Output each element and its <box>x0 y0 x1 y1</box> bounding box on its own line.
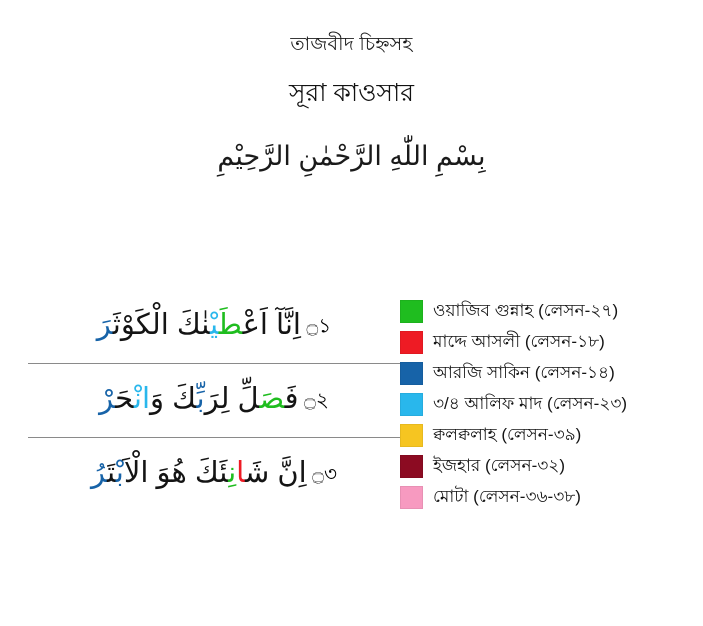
legend-label: আরজি সাকিন (লেসন-১৪) <box>433 362 615 382</box>
legend-label: ৩/৪ আলিফ মাদ (লেসন-২৩) <box>433 393 628 413</box>
verse-number: ۝১ <box>300 315 332 338</box>
verse-segment: رَ <box>204 383 221 416</box>
legend-color-swatch <box>400 362 423 385</box>
verse-segment: بِّ <box>196 383 205 416</box>
verse-segment: فَ <box>284 383 299 416</box>
legend-label: ইজহার (লেসন-৩২) <box>433 455 566 475</box>
verse-segment: هُ <box>171 457 195 490</box>
verse-segment: نٰكَ <box>176 309 211 341</box>
verse-segment: شَ <box>244 457 278 490</box>
legend-label: ওয়াজিব গুন্নাহ (লেসন-২৭) <box>433 300 619 320</box>
verse-segment: كَوْ <box>120 309 152 341</box>
legend-color-swatch <box>400 331 423 354</box>
legend-item <box>400 389 700 420</box>
verse-list <box>0 290 400 511</box>
verse-segment: اِنَّ <box>277 457 307 490</box>
document-subtitle: তাজবীদ চিহ্নসহ <box>290 34 413 55</box>
verse-segment: الْ <box>123 457 157 490</box>
legend-color-swatch <box>400 486 423 509</box>
tajweed-legend <box>400 290 700 513</box>
legend-item <box>400 296 700 327</box>
verse-segment: لِ <box>220 383 238 416</box>
legend-item <box>400 482 700 513</box>
legend-item <box>400 451 700 482</box>
verse-segment: ا <box>236 457 245 490</box>
verse-segment: كَ <box>172 383 197 416</box>
legend-color-swatch <box>400 455 423 478</box>
legend-item <box>400 358 700 389</box>
page-title: সূরা কাওসার <box>288 78 415 107</box>
verse-segment: اِنَّآ <box>276 309 301 341</box>
document-body <box>0 290 703 513</box>
legend-label: মাদ্দে আসলী (লেসন-১৮) <box>433 331 605 351</box>
verse-segment: اَعْ <box>242 309 276 341</box>
verse-segment: انْ <box>133 383 151 416</box>
verse-number: ۝২ <box>298 389 329 412</box>
verse-segment: كَ <box>194 457 220 490</box>
verse-segment: ثَ <box>112 309 121 341</box>
verse-segment: وَ <box>150 383 173 416</box>
verse-segment: رْ <box>99 383 116 416</box>
bismillah-line: بِسْمِ اللّٰهِ الرَّحْمٰنِ الرَّحِيْمِ <box>217 141 486 172</box>
verse-segment: نِ <box>228 457 237 490</box>
legend-item <box>400 327 700 358</box>
legend-color-swatch <box>400 393 423 416</box>
legend-color-swatch <box>400 300 423 323</box>
verse-segment: صَ <box>259 383 285 416</box>
verse-segment: لِّ <box>237 383 260 416</box>
verse-line <box>28 363 400 437</box>
legend-label: ক্বলক্বলাহ (লেসন-৩৯) <box>433 424 582 444</box>
verse-segment: يْ <box>210 309 219 341</box>
verse-number: ۝৩ <box>306 463 337 486</box>
verse-line <box>28 437 400 511</box>
verse-segment: وَ <box>156 457 172 490</box>
legend-color-swatch <box>400 424 423 447</box>
verse-segment: الْ <box>151 309 177 341</box>
legend-label: মোটা (লেসন-৩৬-৩৮) <box>433 486 581 506</box>
verse-line <box>28 290 400 363</box>
verse-segment: رَ <box>96 309 113 341</box>
verse-segment: رُ <box>90 457 107 490</box>
verse-segment: حَ <box>115 383 134 416</box>
legend-item <box>400 420 700 451</box>
verse-segment: طَ <box>218 309 243 341</box>
verse-segment: ئَ <box>219 457 229 490</box>
document-header <box>0 0 703 178</box>
verse-segment: تَ <box>107 457 116 490</box>
verse-segment: بْ <box>115 457 124 490</box>
